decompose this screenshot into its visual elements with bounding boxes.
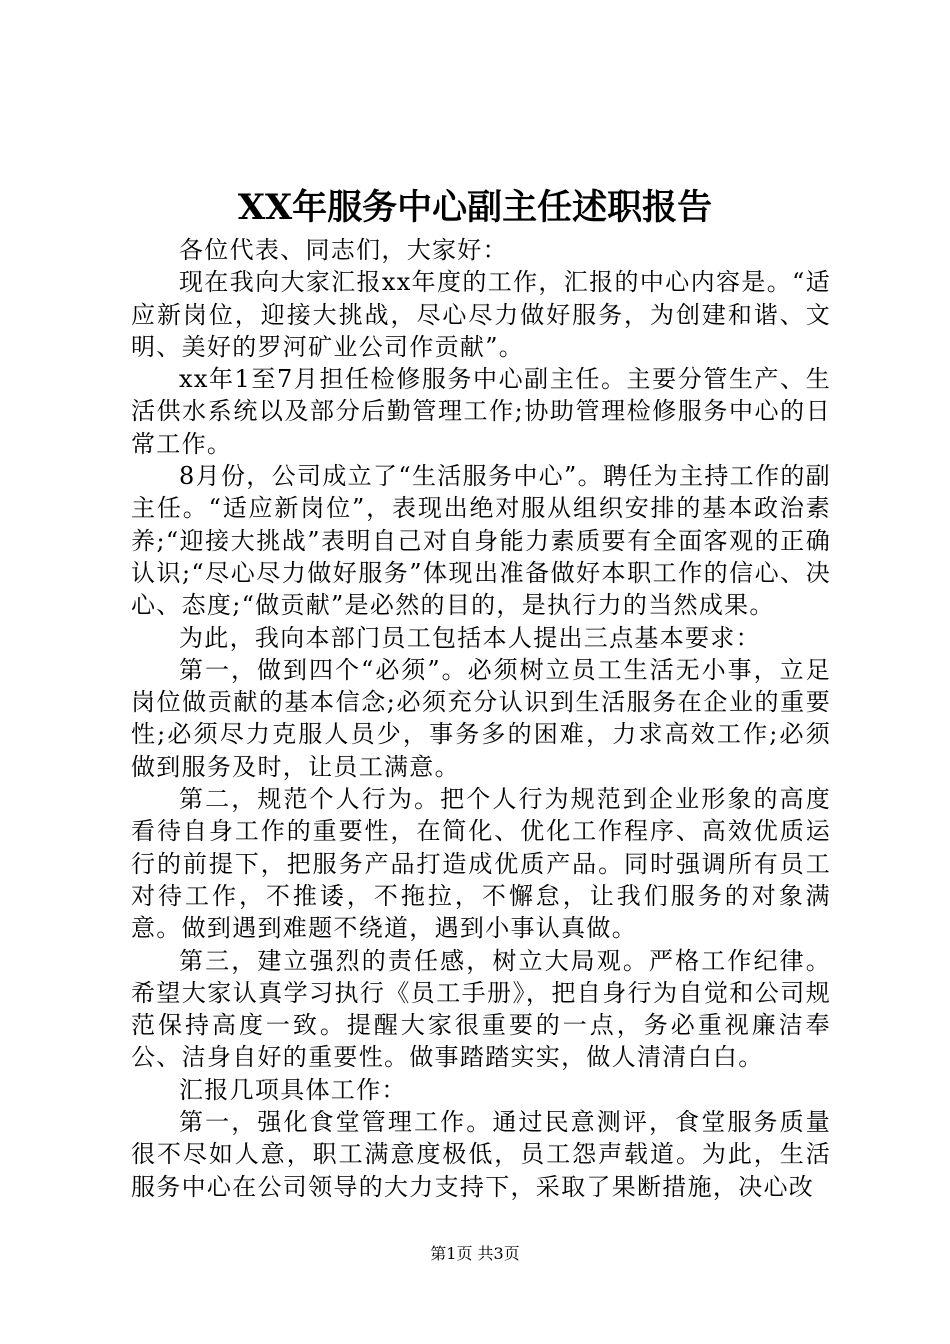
paragraph-work-item-1: 第一，强化食堂管理工作。通过民意测评，食堂服务质量很不尽如人意，职工满意度极低，员工怨声载道。为此，生活服务中心在公司领导的大力支持下，采取了果断措施，决心改 [131,1108,831,1201]
document-body [131,234,831,1203]
paragraph-greeting: 各位代表、同志们，大家好： [179,236,508,264]
paragraph-requirement-2: 第二，规范个人行为。把个人行为规范到企业形象的高度看待自身工作的重要性，在简化、优化工作程序、高效优质运行的前提下，把服务产品打造成优质产品。同时强调所有员工对待工作，不推诿，不拖拉，不懈怠，让我们服务的对象满意。做到遇到难题不绕道，遇到小事认真做。 [131,785,831,943]
paragraph-new-role: 8月份，公司成立了“生活服务中心”。聘任为主持工作的副主任。“适应新岗位”，表现出绝对服从组织安排的基本政治素养;“迎接大挑战”表明自己对自身能力素质要有全面客观的正确认识;“尽心尽力做好服务”体现出准备做好本职工作的信心、决心、态度;“做贡献”是必然的目的，是执行力的当然成果。 [131,462,831,620]
paragraph-intro: 现在我向大家汇报xx年度的工作，汇报的中心内容是。“适应新岗位，迎接大挑战，尽心尽力做好服务，为创建和谐、文明、美好的罗河矿业公司作贡献”。 [131,268,831,361]
paragraph-requirement-3: 第三，建立强烈的责任感，树立大局观。严格工作纪律。希望大家认真学习执行《员工手册》，把自身行为自觉和公司规范保持高度一致。提醒大家很重要的一点，务必重视廉洁奉公、洁身自好的重要性。做事踏踏实实，做人清清白白。 [131,946,831,1072]
document-title: XX年服务中心副主任述职报告 [237,187,713,228]
paragraph-work-report-intro: 汇报几项具体工作： [179,1075,407,1104]
page-number-footer: 第1页 共3页 [430,1244,520,1263]
paragraph-requirement-1: 第一，做到四个“必须”。必须树立员工生活无小事，立足岗位做贡献的基本信念;必须充分认识到生活服务在企业的重要性;必须尽力克服人员少，事务多的困难，力求高效工作;必须做到服务及时，让员工满意。 [131,655,831,781]
paragraph-previous-role: xx年1至7月担任检修服务中心副主任。主要分管生产、生活供水系统以及部分后勤管理工作;协助管理检修服务中心的日常工作。 [131,365,831,458]
paragraph-requirements-intro: 为此，我向本部门员工包括本人提出三点基本要求： [179,623,761,652]
